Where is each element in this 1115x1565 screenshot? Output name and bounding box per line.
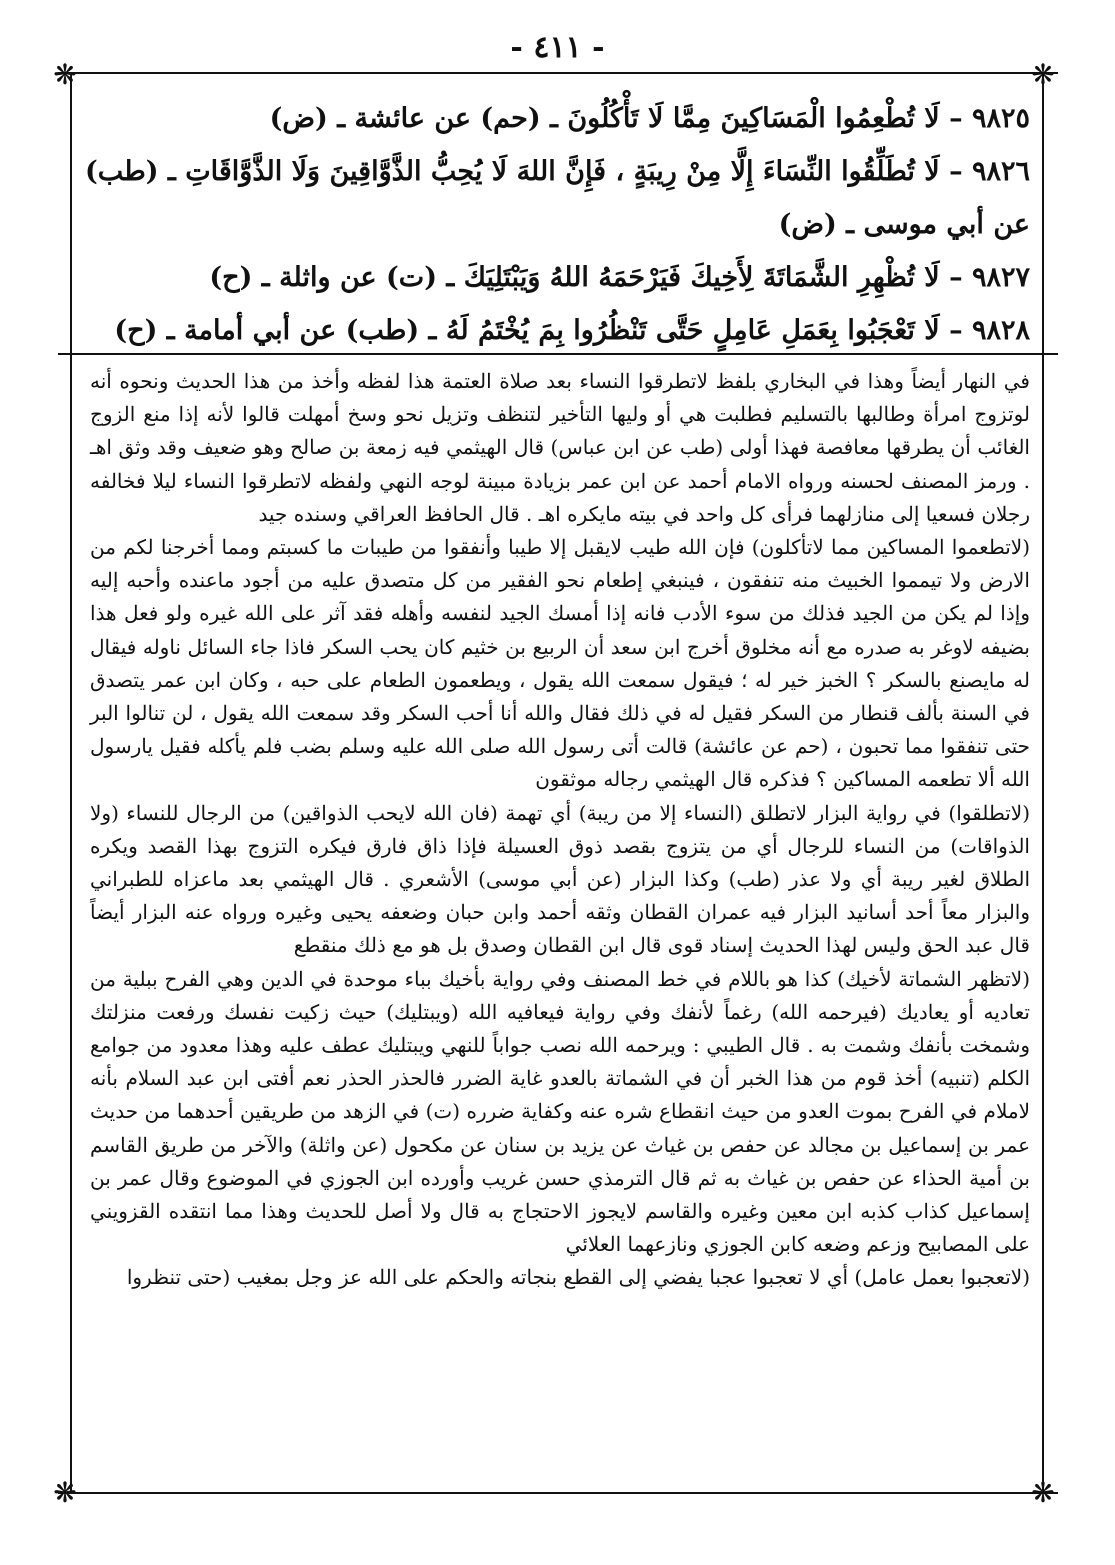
ornament-top-left-icon: ❋ — [53, 58, 77, 91]
commentary-paragraph-3: (لاتطلقوا) في رواية البزار لاتطلق (النساء إلا من ريبة) أي تهمة (فان الله لايحب الذواقين) من الرجال للنساء (ولا الذواقات) من النساء للرجال أي من يتزوج بقصد ذوق العسيلة فإذا ذاق فارق فيكره التزوج بهذا القصد ويكره الطلاق لغير ريبة أي ولا عذر (طب) وكذا البزار (عن أبي موسى) الأشعري . قال الهيثمي بعد ماعزاه للطبراني والبزار معاً أحد أسانيد البزار فيه عمران القطان وثقه أحمد وابن حبان وضعفه يحيى وغيره ورواه عنه البزار أيضاً قال عبد الحق وليس لهذا الحديث إسناد قوى قال ابن القطان وصدق بل هو مع ذلك منقطع — [90, 800, 1031, 958]
section-divider — [58, 353, 1058, 355]
ornament-bottom-left-icon: ❋ — [53, 1476, 77, 1509]
hadith-9827: ٩٨٢٧ – لَا تُظْهِرِ الشَّمَاتَةَ لِأَخِيكَ فَيَرْحَمَهُ اللهُ وَيَبْتَلِيَكَ ـ (ت) عن واثلة ـ (ح) — [209, 262, 1030, 293]
hadith-text-block — [80, 92, 1030, 357]
commentary-paragraph-5: (لاتعجبوا بعمل عامل) أي لا تعجبوا عجبا يفضي إلى القطع بنجاته والحكم على الله عز وجل بمغيب (حتى تنظروا — [126, 1265, 1030, 1290]
page-number: - ٤١١ - — [510, 30, 605, 65]
hadith-9826: ٩٨٢٦ – لَا تُطَلِّقُوا النِّسَاءَ إِلَّا مِنْ رِيبَةٍ ، فَإِنَّ اللهَ لَا يُحِبُّ الذَّوَّاقِينَ وَلَا الذَّوَّاقَاتِ ـ (طب) عن أبي موسى ـ (ض) — [84, 156, 1030, 240]
frame-top-line — [58, 72, 1058, 74]
commentary-paragraph-4: (لاتظهر الشماتة لأخيك) كذا هو باللام في خط المصنف وفي رواية بأخيك بباء موحدة في الدين وهي الفرح ببلية من تعاديه أو يعاديك (فيرحمه الله) رغماً لأنفك وفي رواية فيعافيه الله (ويبتليك) حيث زكيت نفسك ورفعت منزلتك وشمخت بأنفك وشمت به . قال الطيبي : ويرحمه الله نصب جواباً للنهي ويبتليك عطف عليه وهذا معدود من جوامع الكلم (تنبيه) أخذ قوم من هذا الخبر أن في الشماتة بالعدو غاية الضرر فالحذر الحذر نعم أفتى ابن عبد السلام بأنه لاملام في الفرح بموت العدو من حيث انقطاع شره عنه وكفاية ضرره (ت) في الزهد من طريقين أحدهما من حديث عمر بن إسماعيل بن مجالد عن حفص بن غياث عن يزيد بن سنان عن مكحول (عن واثلة) والآخر من طريق القاسم بن أمية الحذاء عن حفص بن غياث به ثم قال الترمذي حسن غريب وأورده ابن الجوزي في الموضوع وقال عمر بن إسماعيل كذاب كذبه ابن معين وغيره والقاسم لايجوز الاحتجاج به قال ولا أصل للحديث وهذا مما انتقده القزويني على المصابيح وزعم وضعه كابن الجوزي ونازعهما العلائي — [90, 966, 1030, 1257]
frame-left-line — [70, 72, 72, 1494]
frame-bottom-line — [58, 1492, 1058, 1494]
ornament-bottom-right-icon: ❋ — [1031, 1476, 1055, 1509]
commentary-paragraph-2: (لاتطعموا المساكين مما لاتأكلون) فإن الله طيب لايقبل إلا طيبا وأنفقوا من طيبات ما كسبتم ومما أخرجنا لكم من الارض ولا تيمموا الخبيث منه تنفقون ، فينبغي إطعام نحو الفقير من كل متصدق عليه من أجود ماعنده وأحبه إليه وإذا لم يكن من الجيد فذلك من سوء الأدب فانه إذا أمسك الجيد لنفسه وأهله فقد آثر على الله غيره ولو فعل هذا بضيفه لاوغر به صدره مع أنه مخلوق أخرج ابن سعد أن الربيع بن خثيم كان يحب السكر فاذا جاء السائل ناوله فيقال له مايصنع بالسكر ؟ الخبز خير له ؛ فيقول سمعت الله يقول ، ويطعمون الطعام على حبه ، وكان ابن عمر يتصدق في السنة بألف قنطار من السكر فقيل له في ذلك فقال والله أنا أحب السكر وقد سمعت الله يقول ، لن تنالوا البر حتى تنفقوا مما تحبون ، (حم عن عائشة) قالت أتى رسول الله صلى الله عليه وسلم بضب فلم يأكله فقيل يارسول الله ألا تطعمه المساكين ؟ فذكره قال الهيثمي رجاله موثقون — [90, 535, 1030, 792]
commentary-paragraph-1: في النهار أيضاً وهذا في البخاري بلفظ لاتطرقوا النساء بعد صلاة العتمة هذا لفظه وأخذ من هذا الحديث ونحوه أنه لوتزوج امرأة وطالبها بالتسليم فطلبت هي أو وليها التأخير لتنظف وتزيل نحو وسخ أمهلت قالوا لأنه إذا منع الزوج الغائب أن يطرقها معافصة فهذا أولى (طب عن ابن عباس) قال الهيثمي فيه زمعة بن صالح وهو ضعيف وقد وثق اهـ . ورمز المصنف لحسنه ورواه الامام أحمد عن ابن عمر بزيادة مبينة لوجه النهي ولفظه لاتطرقوا النساء ليلا فخالفه رجلان فسعيا إلى منازلهما فرأى كل واحد في بيته مايكره اهـ . قال الحافظ العراقي وسنده جيد — [90, 369, 1030, 526]
ornament-top-right-icon: ❋ — [1031, 58, 1055, 91]
frame-right-line — [1042, 72, 1044, 1494]
commentary-block — [90, 365, 1030, 1295]
hadith-9825: ٩٨٢٥ – لَا تُطْعِمُوا الْمَسَاكِينَ مِمَّا لَا تَأْكُلُونَ ـ (حم) عن عائشة ـ (ض) — [269, 103, 1030, 134]
hadith-9828: ٩٨٢٨ – لَا تَعْجَبُوا بِعَمَلِ عَامِلٍ حَتَّى تَنْظُرُوا بِمَ يُخْتَمُ لَهُ ـ (طب) عن أبي أمامة ـ (ح) — [114, 315, 1030, 346]
